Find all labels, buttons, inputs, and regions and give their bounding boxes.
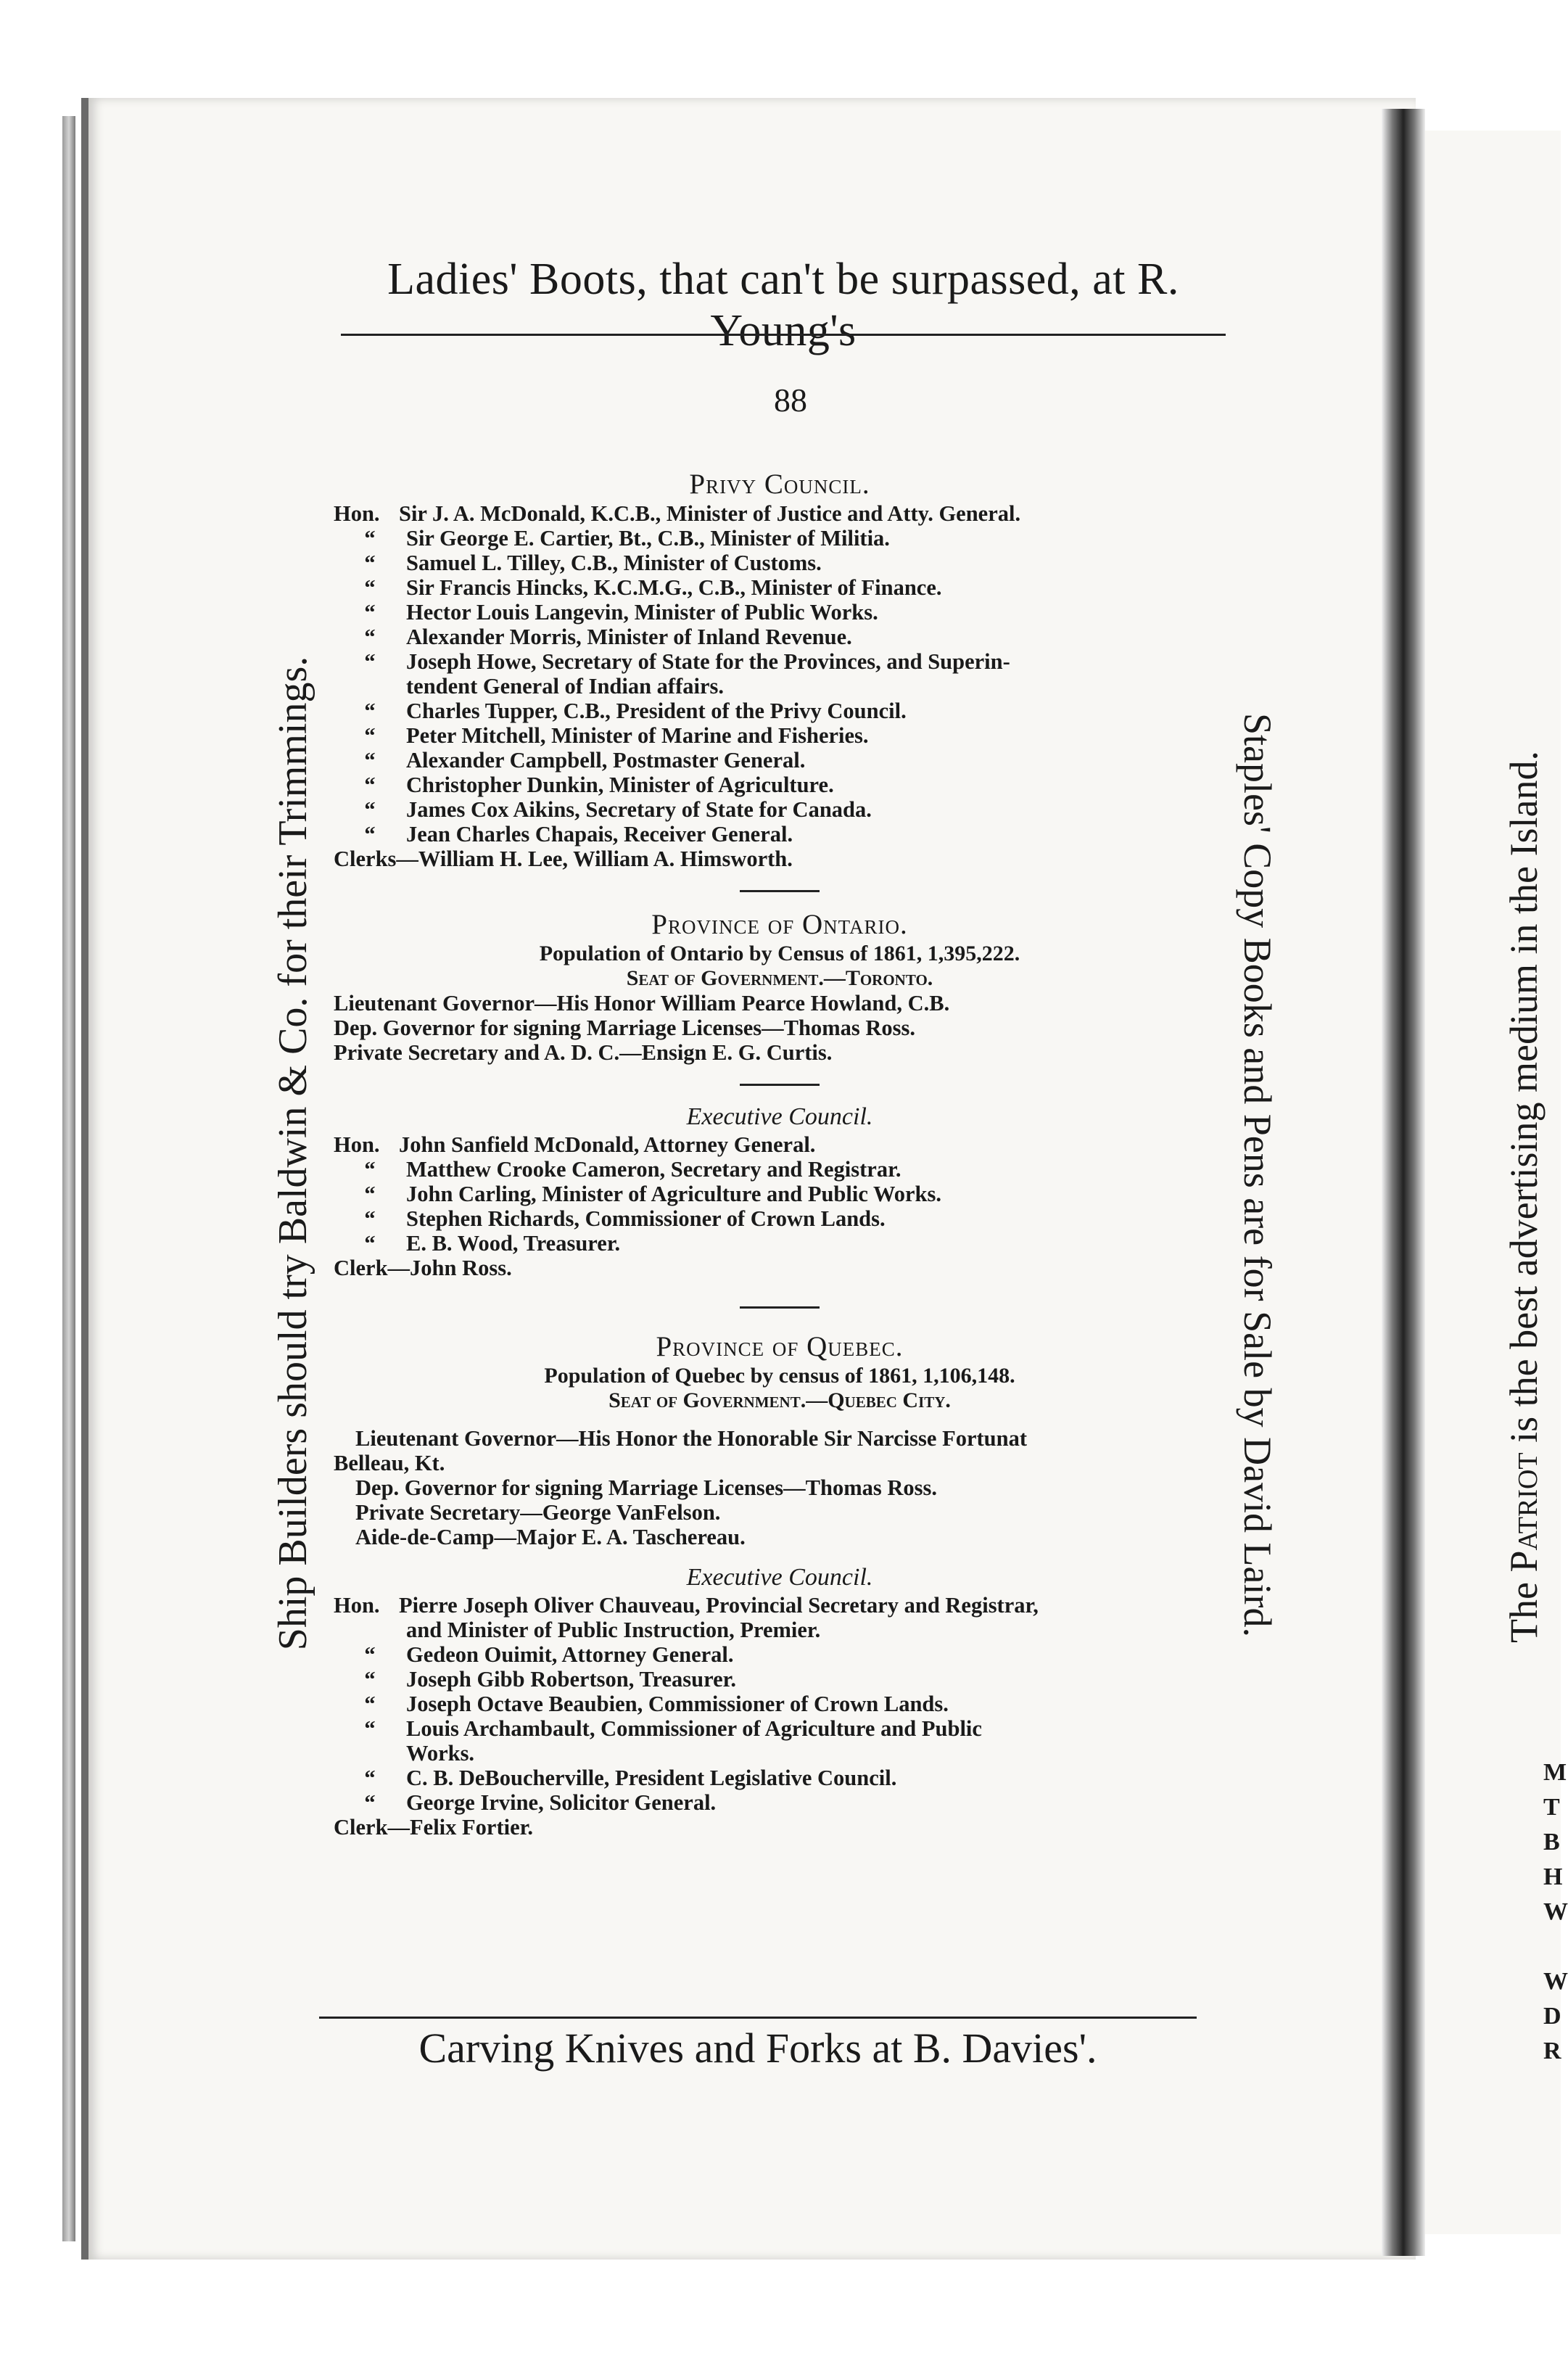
entry-prefix: “ (364, 1157, 376, 1182)
ontario-officials (334, 991, 1226, 1065)
entry-prefix: “ (364, 1790, 376, 1815)
entry-prefix: “ (364, 649, 376, 674)
entry-prefix: “ (364, 600, 376, 625)
privy-council-member (334, 699, 1226, 723)
entry-text: Charles Tupper, C.B., President of the Privy Council. (406, 699, 907, 723)
quebec-clerk: Clerk—Felix Fortier. (334, 1815, 533, 1840)
facing-page-letter: B (1543, 1829, 1560, 1855)
ontario-seat: Seat of Government.—Toronto. (626, 966, 933, 990)
facing-page-letter (1543, 1929, 1561, 1964)
facing-advert-name: Patriot (1502, 1452, 1546, 1573)
facing-page-letters (1543, 1755, 1568, 2069)
quebec-council-member (334, 1618, 1226, 1642)
entry-prefix: “ (364, 551, 376, 575)
entry-prefix: “ (364, 1182, 376, 1206)
entry-text: Alexander Campbell, Postmaster General. (406, 748, 806, 773)
privy-council-member (334, 822, 1226, 847)
entry-text: Peter Mitchell, Minister of Marine and Fisheries. (406, 723, 869, 748)
privy-council-member (334, 723, 1226, 748)
entry-prefix: “ (364, 625, 376, 649)
facing-page-advert (1501, 653, 1546, 1741)
entry-text: Joseph Gibb Robertson, Treasurer. (406, 1667, 737, 1692)
entry-prefix: “ (364, 1716, 376, 1741)
entry-prefix (334, 1741, 406, 1766)
facing-page-letter: W (1543, 1898, 1568, 1925)
ontario-population: Population of Ontario by Census of 1861, 1,395,222. (539, 942, 1020, 965)
quebec-population: Population of Quebec by census of 1861, 1,106,148. (544, 1364, 1015, 1388)
privy-council-member (334, 649, 1226, 674)
entry-prefix: Hon. (334, 1593, 380, 1618)
quebec-council-member (334, 1593, 1226, 1618)
entry-text: Alexander Morris, Minister of Inland Revenue. (406, 625, 852, 649)
ontario-heading: Province of Ontario. (651, 909, 908, 940)
facing-page-letter: T (1543, 1794, 1560, 1821)
ontario-council-member (334, 1206, 1226, 1231)
running-footer: Carving Knives and Forks at B. Davies'. (418, 2025, 1097, 2072)
privy-council-member (334, 625, 1226, 649)
quebec-official: Dep. Governor for signing Marriage Licenses—Thomas Ross. (355, 1475, 938, 1500)
quebec-council-member (334, 1790, 1226, 1815)
facing-advert-rest: is the best advertising medium in the Island. (1502, 751, 1546, 1443)
quebec-lieutenant-governor-cont: Belleau, Kt. (334, 1451, 445, 1475)
entry-text: C. B. DeBoucherville, President Legislative Council. (406, 1766, 897, 1790)
ontario-council-member (334, 1132, 1226, 1157)
entry-text: Pierre Joseph Oliver Chauveau, Provincial Secretary and Registrar, (399, 1593, 1039, 1618)
entry-text: E. B. Wood, Treasurer. (406, 1231, 621, 1256)
privy-council-member (334, 526, 1226, 551)
facing-page-letter: R (1543, 2038, 1561, 2064)
privy-council-member (334, 575, 1226, 600)
ontario-official: Private Secretary and A. D. C.—Ensign E. G. Curtis. (334, 1040, 833, 1065)
facing-page-letter: W (1543, 1968, 1568, 1995)
entry-prefix: “ (364, 748, 376, 773)
ontario-official: Dep. Governor for signing Marriage Licenses—Thomas Ross. (334, 1016, 916, 1040)
entry-prefix (334, 1618, 406, 1642)
privy-council-member (334, 797, 1226, 822)
entry-text: Jean Charles Chapais, Receiver General. (406, 822, 793, 847)
entry-text: Works. (406, 1741, 475, 1766)
quebec-heading: Province of Quebec. (656, 1331, 904, 1362)
page-content (334, 468, 1226, 1840)
quebec-council-heading: Executive Council. (686, 1564, 873, 1591)
ontario-clerk: Clerk—John Ross. (334, 1256, 512, 1280)
facing-advert-prefix: The (1502, 1582, 1546, 1643)
entry-prefix: “ (364, 797, 376, 822)
running-header: Ladies' Boots, that can't be surpassed, at R. Young's (387, 255, 1179, 355)
quebec-council-member (334, 1692, 1226, 1716)
quebec-council-list (334, 1593, 1226, 1815)
entry-text: Gedeon Ouimit, Attorney General. (406, 1642, 734, 1667)
quebec-council-member (334, 1766, 1226, 1790)
quebec-seat: Seat of Government.—Quebec City. (608, 1388, 951, 1412)
ontario-council-member (334, 1182, 1226, 1206)
section-divider (740, 1084, 820, 1086)
header-rule (341, 334, 1226, 336)
entry-prefix: “ (364, 1642, 376, 1667)
entry-text: George Irvine, Solicitor General. (406, 1790, 717, 1815)
entry-prefix: “ (364, 1206, 376, 1231)
entry-prefix: “ (364, 575, 376, 600)
facing-page-letter: H (1543, 1863, 1563, 1890)
entry-prefix: “ (364, 1667, 376, 1692)
entry-prefix: “ (364, 1766, 376, 1790)
quebec-official: Private Secretary—George VanFelson. (355, 1500, 721, 1525)
entry-prefix: “ (364, 723, 376, 748)
quebec-official: Aide-de-Camp—Major E. A. Taschereau. (355, 1525, 746, 1549)
entry-text: Sir Francis Hincks, K.C.M.G., C.B., Minister of Finance. (406, 575, 942, 600)
quebec-council-member (334, 1716, 1226, 1741)
quebec-lieutenant-governor: Lieutenant Governor—His Honor the Honorable Sir Narcisse Fortunat (355, 1426, 1027, 1451)
facing-page-letter: M (1543, 1759, 1567, 1786)
privy-council-list (334, 501, 1226, 847)
entry-text: Joseph Octave Beaubien, Commissioner of Crown Lands. (406, 1692, 949, 1716)
entry-prefix: “ (364, 822, 376, 847)
entry-text: and Minister of Public Instruction, Premier. (406, 1618, 821, 1642)
privy-council-clerks: Clerks—William H. Lee, William A. Himsworth. (334, 847, 793, 871)
entry-text: Sir J. A. McDonald, K.C.B., Minister of Justice and Atty. General. (399, 501, 1021, 526)
facing-page-letter: D (1543, 2003, 1561, 2030)
entry-text: Louis Archambault, Commissioner of Agriculture and Public (406, 1716, 982, 1741)
entry-text: Matthew Crooke Cameron, Secretary and Registrar. (406, 1157, 901, 1182)
left-margin-advert: Ship Builders should try Baldwin & Co. for their Trimmings. (271, 656, 315, 1651)
privy-council-heading: Privy Council. (689, 469, 870, 500)
privy-council-member (334, 748, 1226, 773)
entry-text: Christopher Dunkin, Minister of Agriculture. (406, 773, 834, 797)
entry-text: Hector Louis Langevin, Minister of Public Works. (406, 600, 878, 625)
entry-prefix: “ (364, 699, 376, 723)
section-divider (740, 1306, 820, 1309)
quebec-officials (334, 1475, 1226, 1549)
section-divider (740, 890, 820, 892)
entry-text: Samuel L. Tilley, C.B., Minister of Customs. (406, 551, 822, 575)
entry-text: tendent General of Indian affairs. (406, 674, 725, 699)
privy-council-member (334, 773, 1226, 797)
ontario-council-heading: Executive Council. (686, 1103, 873, 1130)
quebec-council-member (334, 1741, 1226, 1766)
page-edge (62, 116, 75, 2241)
ontario-council-member (334, 1231, 1226, 1256)
privy-council-member (334, 674, 1226, 699)
entry-prefix: Hon. (334, 501, 380, 526)
quebec-council-member (334, 1667, 1226, 1692)
entry-text: Joseph Howe, Secretary of State for the Provinces, and Superin- (406, 649, 1010, 674)
ontario-council-member (334, 1157, 1226, 1182)
right-margin-advert: Staples' Copy Books and Pens are for Sale by David Laird. (1236, 712, 1279, 1637)
privy-council-member (334, 600, 1226, 625)
footer-rule (319, 2017, 1197, 2019)
book-gutter (1382, 109, 1425, 2256)
ontario-official: Lieutenant Governor—His Honor William Pearce Howland, C.B. (334, 991, 950, 1016)
entry-text: James Cox Aikins, Secretary of State for Canada. (406, 797, 872, 822)
privy-council-member (334, 501, 1226, 526)
quebec-council-member (334, 1642, 1226, 1667)
entry-text: Stephen Richards, Commissioner of Crown Lands. (406, 1206, 886, 1231)
entry-prefix: “ (364, 773, 376, 797)
entry-prefix (334, 674, 406, 699)
entry-prefix: “ (364, 526, 376, 551)
entry-text: Sir George E. Cartier, Bt., C.B., Minister of Militia. (406, 526, 890, 551)
privy-council-member (334, 551, 1226, 575)
entry-text: John Carling, Minister of Agriculture and Public Works. (406, 1182, 942, 1206)
page-number: 88 (774, 382, 807, 419)
entry-prefix: “ (364, 1231, 376, 1256)
entry-prefix: “ (364, 1692, 376, 1716)
ontario-council-list (334, 1132, 1226, 1256)
entry-text: John Sanfield McDonald, Attorney General. (399, 1132, 816, 1157)
entry-prefix: Hon. (334, 1132, 380, 1157)
